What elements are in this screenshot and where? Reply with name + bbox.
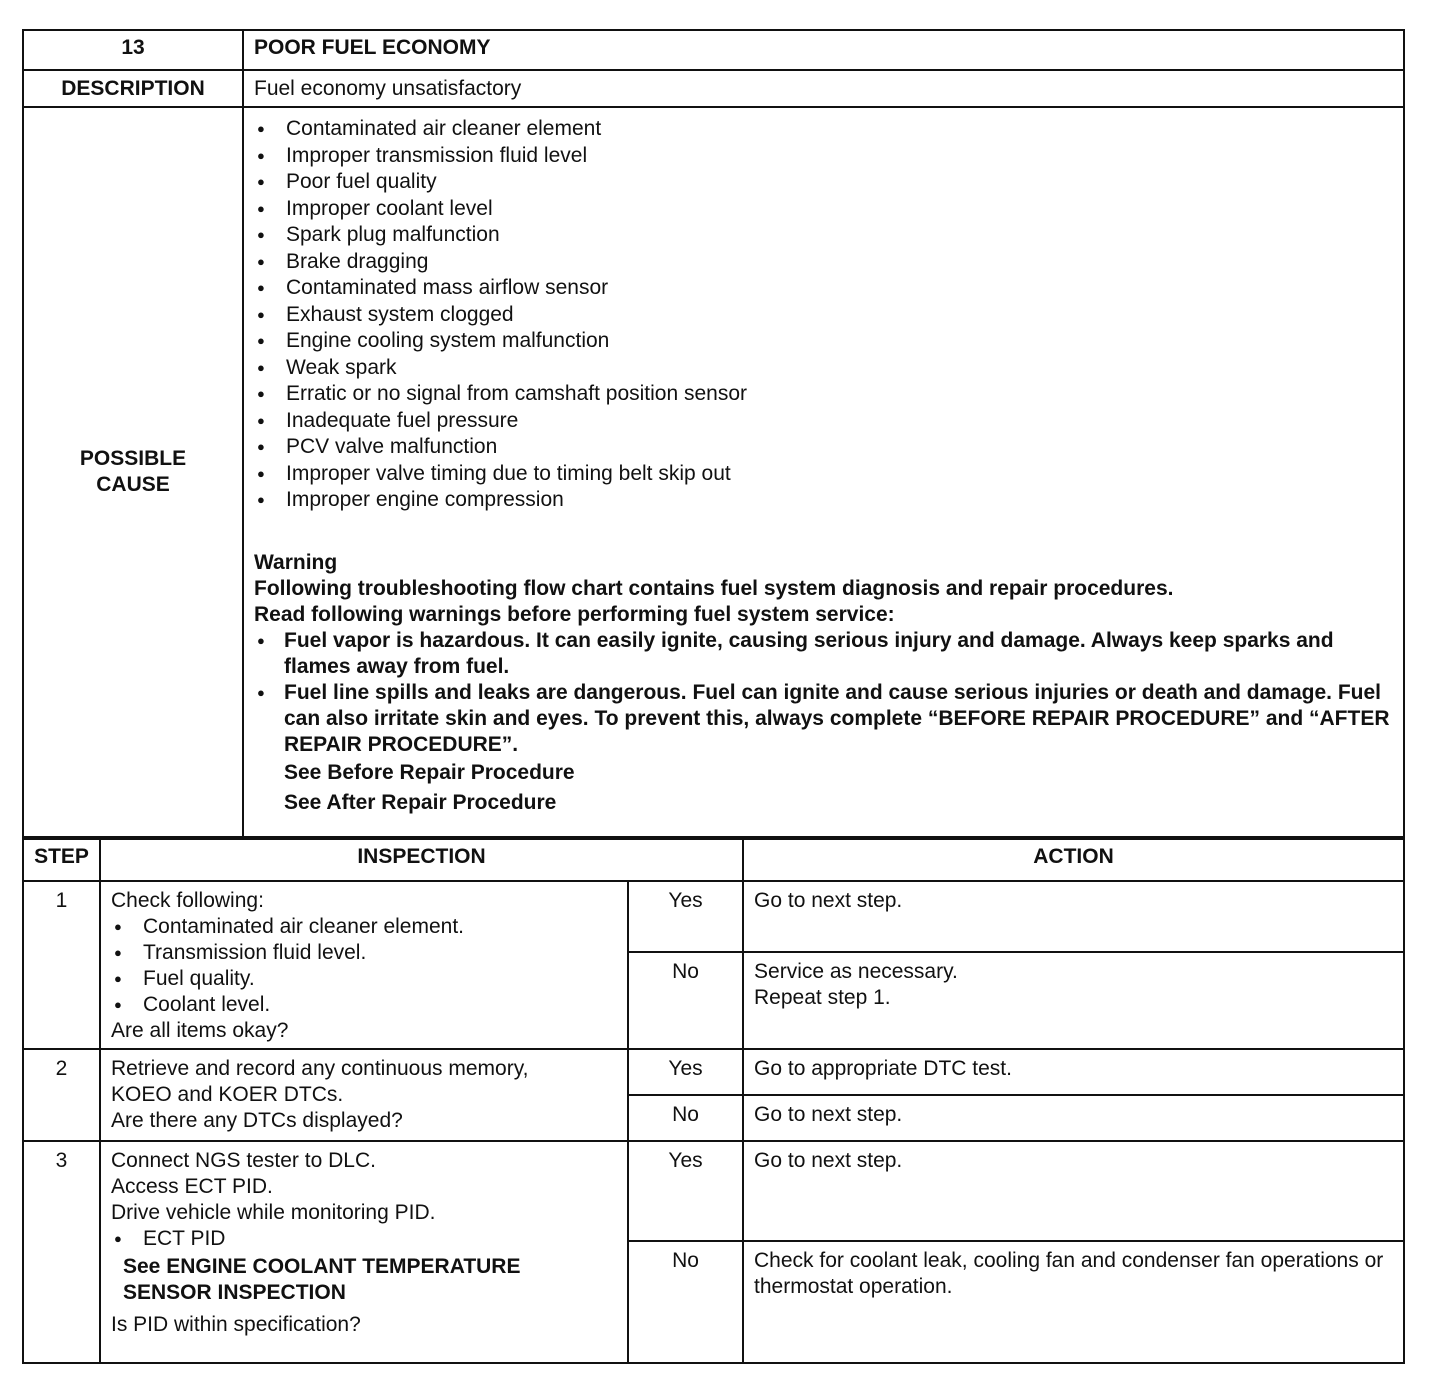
possible-cause-content: [243, 107, 1404, 837]
no-action-line: Repeat step 1.: [754, 985, 891, 1009]
check-item: ● ECT PID: [111, 1226, 617, 1252]
check-item: ● Fuel quality.: [111, 966, 617, 992]
inspection-question: Are there any DTCs displayed?: [111, 1108, 403, 1132]
cause-item: ● Improper valve timing due to timing belt skip out: [254, 461, 1393, 488]
warning-title: Warning: [254, 550, 338, 574]
yes-action: Go to next step.: [743, 1141, 1404, 1241]
warning-list: [254, 628, 1393, 758]
procedure-title: POOR FUEL ECONOMY: [243, 30, 1404, 70]
check-item: ● Transmission fluid level.: [111, 940, 617, 966]
description-label: DESCRIPTION: [23, 70, 243, 107]
cause-item: ● Erratic or no signal from camshaft position sensor: [254, 381, 1393, 408]
header-table: [22, 29, 1405, 838]
step-number: 2: [23, 1049, 100, 1141]
inspection-intro: Check following:: [111, 888, 264, 912]
inspection-question: Are all items okay?: [111, 1018, 289, 1042]
cause-item: ● Exhaust system clogged: [254, 302, 1393, 329]
no-action: Go to next step.: [743, 1095, 1404, 1141]
step-inspection: [100, 1049, 628, 1141]
cause-item: ● Engine cooling system malfunction: [254, 328, 1393, 355]
steps-table: [22, 838, 1405, 1364]
inspection-line: Access ECT PID.: [111, 1174, 273, 1198]
yes-label: Yes: [628, 1049, 743, 1095]
step-number: 1: [23, 881, 100, 1049]
cause-item: ● Improper coolant level: [254, 196, 1393, 223]
step-number: 3: [23, 1141, 100, 1363]
warning-block: [254, 550, 1393, 818]
warning-intro-1: Following troubleshooting flow chart contains fuel system diagnosis and repair procedures.: [254, 576, 1174, 600]
inspection-line: Connect NGS tester to DLC.: [111, 1148, 376, 1172]
no-action: Check for coolant leak, cooling fan and condenser fan operations or thermostat operation.: [743, 1241, 1404, 1363]
col-header-step: STEP: [23, 839, 100, 881]
see-link-line: See ENGINE COOLANT TEMPERATURE: [123, 1254, 521, 1278]
inspection-line: Retrieve and record any continuous memory,: [111, 1056, 529, 1080]
step-inspection: [100, 881, 628, 1049]
yes-action: Go to next step.: [743, 881, 1404, 952]
see-link-line: SENSOR INSPECTION: [123, 1280, 346, 1304]
check-list: [111, 914, 617, 1018]
troubleshooting-sheet: [22, 29, 1405, 1370]
cause-item: ● Contaminated air cleaner element: [254, 116, 1393, 143]
no-label: No: [628, 1095, 743, 1141]
description-text: Fuel economy unsatisfactory: [243, 70, 1404, 107]
cause-item: ● Brake dragging: [254, 249, 1393, 276]
no-action: [743, 952, 1404, 1049]
cause-item: ● PCV valve malfunction: [254, 434, 1393, 461]
possible-cause-label: [23, 107, 243, 837]
col-header-inspection: INSPECTION: [100, 839, 743, 881]
inspection-line: Drive vehicle while monitoring PID.: [111, 1200, 436, 1224]
cause-item: ● Improper transmission fluid level: [254, 143, 1393, 170]
yes-action: Go to appropriate DTC test.: [743, 1049, 1404, 1095]
warning-item: ● Fuel vapor is hazardous. It can easily ignite, causing serious injury and damage. Always keep sparks and flames away from fuel.: [254, 628, 1393, 680]
see-before-repair-link[interactable]: See Before Repair Procedure: [284, 760, 575, 784]
check-item: ● Contaminated air cleaner element.: [111, 914, 617, 940]
cause-item: ● Improper engine compression: [254, 487, 1393, 514]
step-inspection: [100, 1141, 628, 1363]
cause-item: ● Poor fuel quality: [254, 169, 1393, 196]
check-item: ● Coolant level.: [111, 992, 617, 1018]
yes-label: Yes: [628, 881, 743, 952]
possible-cause-label-line1: POSSIBLE: [79, 446, 187, 470]
cause-item: ● Inadequate fuel pressure: [254, 408, 1393, 435]
cause-item: ● Spark plug malfunction: [254, 222, 1393, 249]
warning-intro-2: Read following warnings before performing fuel system service:: [254, 602, 895, 626]
no-action-line: Service as necessary.: [754, 959, 958, 983]
no-label: No: [628, 952, 743, 1049]
check-list: [111, 1226, 617, 1252]
yes-label: Yes: [628, 1141, 743, 1241]
see-ect-sensor-inspection-link[interactable]: [111, 1254, 617, 1306]
cause-item: ● Contaminated mass airflow sensor: [254, 275, 1393, 302]
col-header-action: ACTION: [743, 839, 1404, 881]
possible-cause-label-line2: CAUSE: [96, 472, 170, 496]
inspection-question: Is PID within specification?: [111, 1312, 361, 1336]
cause-list: [254, 116, 1393, 514]
procedure-number: 13: [23, 30, 243, 70]
no-label: No: [628, 1241, 743, 1363]
cause-item: ● Weak spark: [254, 355, 1393, 382]
warning-item: ● Fuel line spills and leaks are dangerous. Fuel can ignite and cause serious injuries or death and damage. Fuel can also irritate skin and eyes. To prevent this, always complete “BEFORE REPAIR PROCEDURE” and “AFTER REPAIR PROCEDURE”.: [254, 680, 1393, 758]
inspection-line: KOEO and KOER DTCs.: [111, 1082, 344, 1106]
see-after-repair-link[interactable]: See After Repair Procedure: [284, 790, 557, 814]
